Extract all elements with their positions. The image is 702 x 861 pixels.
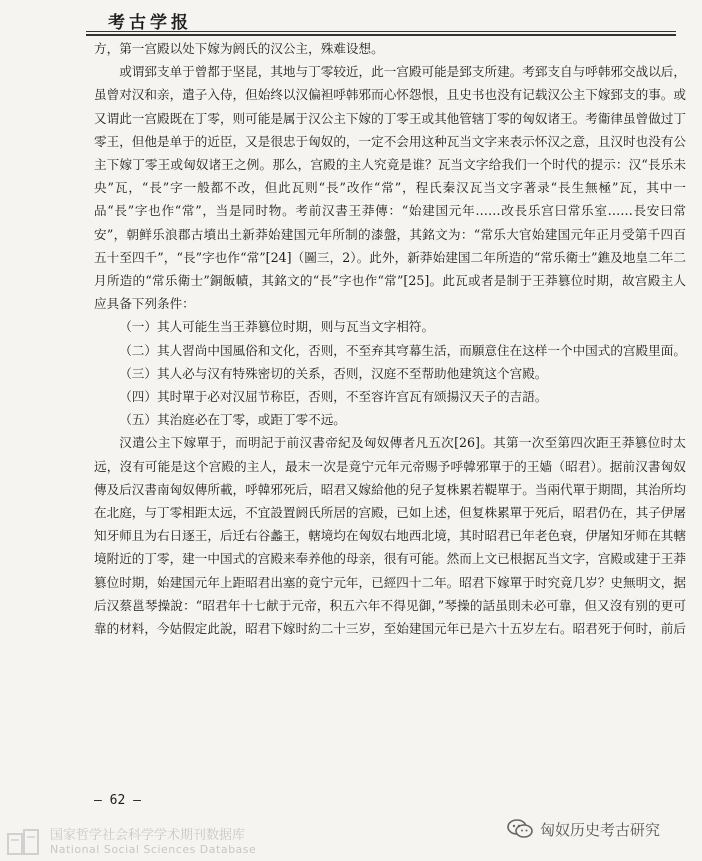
database-footer [50, 829, 256, 857]
condition-item-5: （五）其治庭必在丁零，或距丁零不远。 [119, 412, 346, 428]
condition-item-4: （四）其时單于必对汉屈节称臣，否则，不至容许宫瓦有颂揚汉天子的吉語。 [119, 389, 548, 405]
paragraph-main: 或谓郅支单于曾都于坚昆，其地与丁零较近，此一宫殿可能是郅支所建。考郅支自与呼韩邪交战以后，虽曾对汉和亲，遣子入侍，但始终以汉偏袒呼韩邪而心怀怨恨，且史书也没有记载汉公主下嫁郅支的事。或又谓此一宫殿既在丁零，则可能是属于汉公主下嫁的丁零王或其他管辖丁零的匈奴诸王。考衞律虽曾做过丁零王，但他是单于的近臣，又是很忠于匈奴的，一定不会用这种瓦当文字来表示怀汉之意，且汉时也没有公主下嫁丁零王或匈奴诸王之例。那么，宫殿的主人究竟是谁？瓦当文字给我们一个时代的提示：汉“長乐未央”瓦，“長”字一般都不改，但此瓦则“長”改作“常”，程氏秦汉瓦当文字著录“長生無極”瓦，其中一品“長”字也作“常”，当是同时物。考前汉書王莽傳：“始建国元年……改長乐宫曰常乐室……長安曰常安”，朝鲜乐浪郡古墳出土新莽始建国元年所制的漆盤，其銘文为：“常乐大官始建国元年正月受第千四百五十至四千”，“長”字也作“常”[24]（圖三，2）。此外，新莽始建国二年所造的“常乐衛士”鐎及地皇二年二月所造的“常乐衛士”銅飯幘，其銘文的“長”字也作“常”[25]。此瓦或者是制于王莽篡位时期，故宫殿主人应具备下列条件： [94, 64, 686, 312]
header-rule-thin [86, 31, 676, 32]
page-number: — 62 — [94, 793, 141, 808]
database-name-en: National Social Sciences Database [50, 843, 257, 856]
condition-item-2: （二）其人習尚中国風俗和文化，否则，不至弃其穹幕生活，而願意住在这样一个中国式的宫殿里面。 [119, 342, 686, 358]
wechat-icon [506, 818, 534, 840]
condition-item-3: （三）其人必与汉有特殊密切的关系，否则，汉庭不至帮助他建筑这个宫殿。 [119, 365, 548, 381]
paragraph-continuation: 方，第一宫殿以处下嫁为阏氏的汉公主，殊难设想。 [94, 41, 384, 56]
watermark-text: 匈奴历史考古研究 [540, 820, 661, 839]
condition-item-1: （一）其人可能生当王莽篡位时期，则与瓦当文字相符。 [119, 319, 435, 335]
header-rule-thick [86, 34, 676, 36]
database-logo-icon [6, 828, 42, 858]
article-body [94, 37, 686, 640]
paragraph-closing: 汉遣公主下嫁單于，而明記于前汉書帝紀及匈奴傳者凡五次[26]。其第一次至第四次距王莽篡位时太远，沒有可能是这个宫殿的主人，最末一次是竟宁元年元帝赐予呼韓邪單于的王嫱（昭君）。据前汉書匈奴傳及后汉書南匈奴傳所載，呼韓邪死后，昭君又嫁給他的兒子复株累若鞮單于。当兩代單于期間，其治所均在北庭，与丁零相距太远，不宜設置阏氏所居的宫殿，已如上述，但复株累單于死后，昭君仍在，其子伊屠知牙师且为右日逐王，后迁右谷蠡王，轄境均在匈奴右地西北境，其时昭君已年老色衰，伊屠知牙师在其轄境附近的丁零，建一中国式的宫殿来奉养他的母亲，很有可能。然而上文已根据瓦当文字，宫殿或建于王莽篡位时期，始建国元年上距昭君出塞的竟宁元年，已經四十二年。昭君下嫁單于时究竟几岁？史無明文，据后汉蔡邕琴操說：“昭君年十七献于元帝，积五六年不得见御，”琴操的話虽則未必可靠，但又沒有别的更可靠的材料，今姑假定此說，昭君下嫁时約二十三岁，至始建国元年已是六十五岁左右。昭君死于何时，前后 [94, 435, 686, 637]
database-name-cn: 国家哲学社会科学学术期刊数据库 [50, 828, 246, 843]
journal-title: 考古学报 [108, 13, 192, 33]
wechat-watermark [506, 818, 660, 840]
